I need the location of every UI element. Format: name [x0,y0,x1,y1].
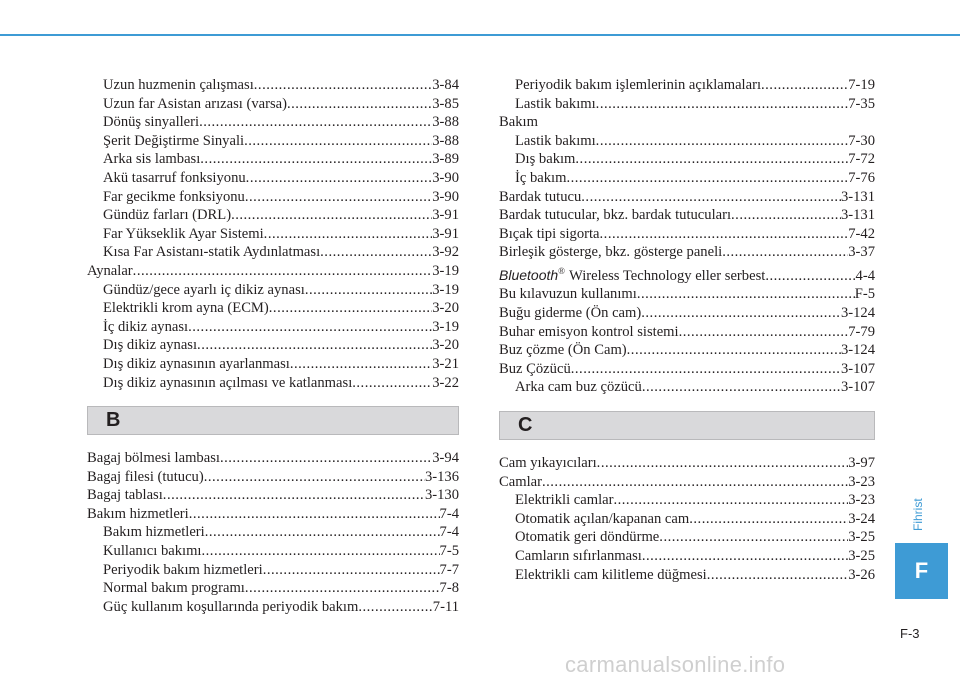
index-entry-page: 3-19 [432,262,459,279]
index-entry-title: Arka cam buz çözücü [515,379,642,396]
index-entry-page: 3-25 [848,547,875,564]
dot-leader [731,206,841,225]
dot-leader [596,132,849,151]
index-entry [87,299,459,318]
index-entry-title: Uzun huzmenin çalışması [103,77,254,93]
index-entry-title: Bardak tutucular, bkz. bardak tutucuları [499,207,732,224]
index-entry [499,547,875,566]
index-entry-page: 3-91 [432,207,459,224]
dot-leader [566,169,848,188]
dot-leader [244,132,432,151]
section-letter-b: B [106,409,121,432]
dot-leader [220,449,432,468]
index-entry-title: Periyodik bakım işlemlerinin açıklamaları [515,77,761,93]
dot-leader [320,243,432,262]
index-entry-page: 7-5 [439,543,459,560]
index-entry [87,188,459,207]
dot-leader [761,76,848,95]
index-entry [499,304,875,323]
index-entry-page: 3-90 [432,188,459,205]
dot-leader [358,598,432,617]
index-entry-title: Camlar [499,473,542,490]
index-entry-title: Dış dikiz aynasının açılması ve katlanması [103,374,353,391]
brand-name: Bluetooth [499,266,559,283]
index-entry-title: Lastik bakımı [515,95,596,112]
index-entry [87,561,459,580]
index-entry-page: 7-11 [432,598,459,615]
index-entry [499,510,875,529]
index-entry-title: Gündüz/gece ayarlı iç dikiz aynası [103,281,305,298]
index-entry-title: Güç kullanım koşullarında periyodik bakım [103,598,359,615]
index-entry-page: 3-91 [432,225,459,242]
index-entry-page: 7-35 [848,95,875,112]
index-entry [87,468,459,487]
index-entry-page: 3-124 [840,304,875,321]
index-entry-page: 3-20 [432,337,459,354]
index-entry-page: 4-4 [855,267,875,284]
index-entry-title: Elektrikli camlar [515,492,614,509]
index-entry-title: Bakım hizmetleri [103,524,205,541]
index-entry [499,169,875,188]
index-entry-page: 7-79 [848,323,875,340]
index-entry [87,579,459,598]
index-entry-page: 3-23 [848,473,875,490]
index-entry [499,473,875,492]
index-entry-title: Şerit Değiştirme Sinyali [103,132,245,149]
index-entry-title: Dış dikiz aynası [103,337,198,354]
index-entry [87,449,459,468]
dot-leader [613,491,848,510]
index-entry-page: 3-92 [432,244,459,261]
index-entry-title: Dönüş sinyalleri [103,114,200,131]
index-entry [499,76,875,95]
index-entry [87,169,459,188]
index-entry-title: Arka sis lambası [103,151,201,168]
index-entry [499,188,875,207]
index-entry-title: Bıçak tipi sigorta [499,225,600,242]
dot-leader [542,473,848,492]
dot-leader [245,579,440,598]
index-entry [87,486,459,505]
index-entry-title: Far Yükseklik Ayar Sistemi [103,225,264,242]
index-entry [499,491,875,510]
index-entry [87,225,459,244]
page-number: F-3 [900,626,920,641]
index-entry-page: 7-42 [848,225,875,242]
dot-leader [571,360,841,379]
index-entry [499,566,875,585]
index-entry-title [499,262,765,285]
index-entry-title: Bagaj bölmesi lambası [87,450,220,467]
index-entry-page: 3-94 [432,450,459,467]
index-entry-page: 3-19 [432,318,459,335]
index-entry-title: Bu kılavuzun kullanımı [499,286,637,303]
index-entry-title: Buğu giderme (Ön cam) [499,304,642,321]
dot-leader [189,505,440,524]
index-entry [499,528,875,547]
index-entry [87,150,459,169]
dot-leader [202,542,440,561]
index-entry-page: 7-4 [439,505,459,522]
index-entry [87,76,459,95]
index-entry-title: Buz Çözücü [499,360,571,377]
index-entry-page: 3-131 [840,207,875,224]
dot-leader [642,547,848,566]
index-entry-title: Bakım hizmetleri [87,505,189,522]
dot-leader [642,378,841,397]
index-entry-page: 3-88 [432,132,459,149]
side-tab-label: Fihrist [911,498,925,532]
dot-leader [659,528,848,547]
index-entry [87,505,459,524]
dot-leader [765,267,855,286]
index-entry-page: 3-89 [432,151,459,168]
index-entry-page: 3-84 [432,77,459,93]
index-entry [499,341,875,360]
index-entry [87,542,459,561]
index-entry [87,523,459,542]
section-header-b [87,406,459,435]
dot-leader [600,225,849,244]
index-entry-title: Otomatik geri döndürme [515,529,660,546]
index-entry [499,285,875,304]
index-entry-page: 7-4 [439,524,459,541]
index-entry-title: Gündüz farları (DRL) [103,207,232,224]
dot-leader [641,304,841,323]
dot-leader [133,262,433,281]
index-entry-page: 3-88 [432,114,459,131]
index-entry [87,243,459,262]
index-list-right-bottom [499,454,875,584]
index-entry-title: Bakım [499,114,538,131]
index-entry-title: Bagaj tablası [87,487,163,504]
index-entry-title: Dış dikiz aynasının ayarlanması [103,355,290,372]
dot-leader [205,523,440,542]
side-tab [895,543,948,599]
index-entry-title: Elektrikli cam kilitleme düğmesi [515,566,707,583]
index-list-left-bottom [87,449,459,616]
index-entry [87,318,459,337]
index-entry [87,95,459,114]
index-entry [499,132,875,151]
index-entry [499,206,875,225]
index-entry [499,113,875,132]
index-entry-page: 3-37 [848,244,875,261]
dot-leader [264,225,433,244]
index-entry-title: Aynalar [87,262,133,279]
dot-leader [245,188,432,207]
section-letter-c: C [518,414,533,437]
dot-leader [597,454,849,473]
index-entry-page: 3-25 [848,529,875,546]
index-entry-title: Elektrikli krom ayna (ECM) [103,300,269,317]
dot-leader [269,299,432,318]
dot-leader [204,468,425,487]
header-rule [0,34,960,36]
index-list-right-top [499,76,875,397]
index-entry [499,454,875,473]
section-header-c [499,411,875,440]
index-entry-title: İç dikiz aynası [103,318,189,335]
index-entry [87,374,459,393]
dot-leader [707,566,849,585]
index-entry [499,150,875,169]
dot-leader [722,243,848,262]
index-entry [499,323,875,342]
index-entry-title: Dış bakım [515,151,576,168]
index-entry [87,113,459,132]
index-entry-page: 3-97 [848,454,875,471]
index-entry-page: 3-124 [840,342,875,359]
index-list-left-top [87,76,459,392]
index-entry [87,336,459,355]
index-entry [499,262,875,285]
side-tab-letter: F [914,558,929,583]
index-entry-title: Lastik bakımı [515,132,596,149]
dot-leader [199,113,432,132]
index-entry-page: 3-19 [432,281,459,298]
index-entry-page: 3-23 [848,492,875,509]
index-entry [499,243,875,262]
index-entry-page: 3-131 [840,188,875,205]
index-entry-title: Cam yıkayıcıları [499,454,597,471]
index-entry-title: Normal bakım programı [103,580,245,597]
index-entry-page: 3-21 [432,355,459,372]
index-entry-title: Birleşik gösterge, bkz. gösterge paneli [499,244,723,261]
index-entry-page: F-5 [854,286,875,303]
dot-leader [637,285,855,304]
index-entry-title: Otomatik açılan/kapanan cam [515,510,690,527]
index-entry-title: Buhar emisyon kontrol sistemi [499,323,679,340]
dot-leader [246,169,433,188]
dot-leader [305,281,432,300]
index-entry [87,206,459,225]
index-entry [499,95,875,114]
index-entry-page: 3-107 [840,360,875,377]
index-entry-page: 3-136 [424,468,459,485]
index-entry-page: 3-26 [848,566,875,583]
index-entry-page: 7-30 [848,132,875,149]
index-entry [87,262,459,281]
dot-leader [575,150,848,169]
index-entry-title: Camların sıfırlanması [515,547,642,564]
index-entry-page: 7-72 [848,151,875,168]
dot-leader [197,336,432,355]
dot-leader [596,95,849,114]
index-entry-title: İç bakım [515,169,567,186]
index-entry-title: Kullanıcı bakımı [103,543,202,560]
index-column-right [499,76,875,584]
dot-leader [231,206,432,225]
index-entry-page: 7-19 [848,77,875,93]
dot-leader [352,374,432,393]
index-entry-page: 7-7 [439,561,459,578]
index-entry-page: 3-107 [840,379,875,396]
index-entry-title: Bagaj filesi (tutucu) [87,468,204,485]
index-entry-page: 7-76 [848,169,875,186]
index-entry-page: 3-22 [432,374,459,391]
index-entry [499,360,875,379]
index-entry-page: 3-90 [432,169,459,186]
registered-mark: ® [558,265,566,276]
watermark: carmanualsonline.info [565,652,786,677]
index-entry [87,598,459,617]
index-entry [87,355,459,374]
index-column-left [87,76,459,616]
index-entry-title: Akü tasarruf fonksiyonu [103,169,246,186]
index-entry-title: Far gecikme fonksiyonu [103,188,245,205]
dot-leader [679,323,849,342]
index-entry-page: 7-8 [439,580,459,597]
index-entry-text: Wireless Technology eller serbest [569,267,766,284]
index-entry-page: 3-20 [432,300,459,317]
dot-leader [287,95,432,114]
index-entry [499,378,875,397]
dot-leader [290,355,432,374]
index-entry-title: Buz çözme (Ön Cam) [499,342,627,359]
dot-leader [254,76,432,95]
index-entry-title: Bardak tutucu [499,188,582,205]
index-entry [499,225,875,244]
dot-leader [627,341,841,360]
index-entry-title: Uzun far Asistan arızası (varsa) [103,95,287,112]
dot-leader [263,561,440,580]
index-entry-title: Kısa Far Asistanı-statik Aydınlatması [103,244,321,261]
index-entry-page: 3-24 [848,510,875,527]
dot-leader [188,318,432,337]
index-entry-page: 3-85 [432,95,459,112]
dot-leader [200,150,432,169]
index-entry [87,281,459,300]
dot-leader [689,510,848,529]
dot-leader [581,188,841,207]
index-entry-page: 3-130 [424,487,459,504]
index-entry [87,132,459,151]
dot-leader [163,486,425,505]
index-entry-title: Periyodik bakım hizmetleri [103,561,263,578]
